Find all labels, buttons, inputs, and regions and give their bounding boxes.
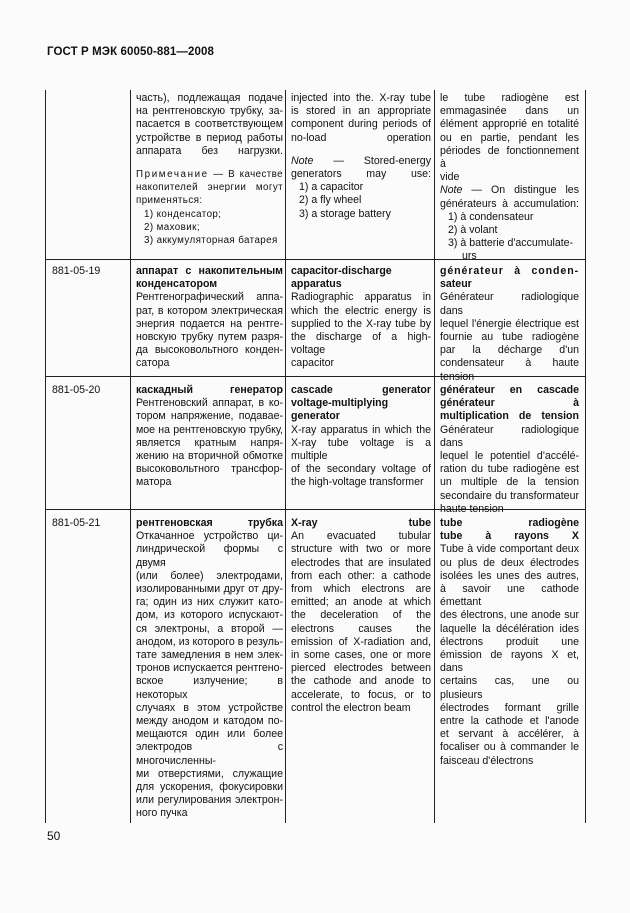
fr-entry: générateur en cascade générateur à multiplication de tension Générateur radiologique dans lequel le potentiel d'accélé- ration du tube radiogène est un multiple de la tension secondaire du transformateur haute tension — [440, 384, 579, 515]
page-number: 50 — [47, 829, 61, 843]
ru-entry: аппарат с накопительным конденсатором Рентгенографический аппа- рат, в котором электрическая энергия подается на рентге- новскую трубку путем разря- да высоковольтного конден- сатора — [136, 265, 283, 370]
en-entry: capacitor-discharge apparatus Radiographic apparatus in which the electric energy is supplied to the X-ray tube by the discharge of a high-voltage capacitor — [291, 265, 431, 370]
table-border-right — [585, 90, 586, 823]
column-divider — [285, 90, 286, 823]
note-label: Примечание — [136, 169, 209, 181]
column-divider — [434, 90, 435, 823]
column-divider — [130, 90, 131, 823]
ru-continuation: часть), подлежащая подаче на рентгеновскую трубку, за- пасается в соответствующем устройстве в период работы аппарата без нагрузки. Примечание — В качестве накопителей энергии могут применяться: 1) конденсатор; 2) маховик; 3) аккумуляторная батарея — [136, 92, 283, 247]
term-code: 881-05-20 — [52, 384, 101, 396]
ru-entry: рентгеновская трубка Откачанное устройство ци- линдрической формы с двумя (или более) электродами, изолированными друг от дру- га; один из них служит като- дом, из которого испускают- ся электроны, а второй — анодом, из которого в резуль- тате замедления в нем элек- тронов испускается рентгено- вское излучение; в некоторых случаях в этом устройстве между анодом и катодом по- мещаются один или более электродов с многочисленны- ми отверстиями, служащие для ускорения, фокусировки или регулирования электрон- ного пучка — [136, 517, 283, 820]
ru-entry: каскадный генератор Рентгеновский аппарат, в ко- тором напряжение, подавае- мое на рентгеновскую трубку, является кратным напря- жению на вторичной обмотке высоковольтного трансфор- матора — [136, 384, 283, 489]
fr-entry: tube radiogène tube à rayons X Tube à vide comportant deux ou plus de deux électrodes isolées les unes des autres, à savoir une cathode émettant des électrons, une anode sur laquelle la décélération ides électrons produit une émission de rayons X et, dans certains cas, une ou plusieurs électrodes formant grille entre la cathode et l'anode et servant à accélérer, à focaliser ou à commander le faisceau d'électrons — [440, 517, 579, 767]
fr-continuation: le tube radiogène est emmagasinée dans un élément approprié en totalité ou en partie, pendant les périodes de fonctionnement à vide Note — On distingue les générateurs à accumulation: 1) à condensateur 2) à volant 3) à batterie d'accumulate- urs — [440, 92, 579, 263]
fr-entry: générateur à conden- sateur Générateur radiologique dans lequel l'énergie électrique est fournie au tube radiogène par la décharge d'un condensateur à haute tension — [440, 265, 579, 383]
note-label: Note — [291, 154, 314, 167]
en-entry: X-ray tube An evacuated tubular structure with two or more electrodes that are insulated from each other: a cathode from which electrons are emitted; an anode at which the deceleration of the electrons causes the emission of X-radiation and, in some cases, one or more pierced electrodes between the cathode and anode to accelerate, to focus, or to control the electron beam — [291, 517, 431, 714]
en-continuation: injected into the. X-ray tube is stored in an appropriate component during periods of no-load operation Note — Stored-energy generators may use: 1) a capacitor 2) a fly wheel 3) a storage battery — [291, 92, 431, 220]
table-border-left — [45, 90, 46, 823]
term-code: 881-05-19 — [52, 265, 101, 277]
note-label: Note — [440, 184, 463, 197]
document-header: ГОСТ Р МЭК 60050-881—2008 — [47, 46, 214, 58]
term-code: 881-05-21 — [52, 517, 101, 529]
en-entry: cascade generator voltage-multiplying generator X-ray apparatus in which the X-ray tube voltage is a multiple of the secondary voltage of the high-voltage transformer — [291, 384, 431, 489]
